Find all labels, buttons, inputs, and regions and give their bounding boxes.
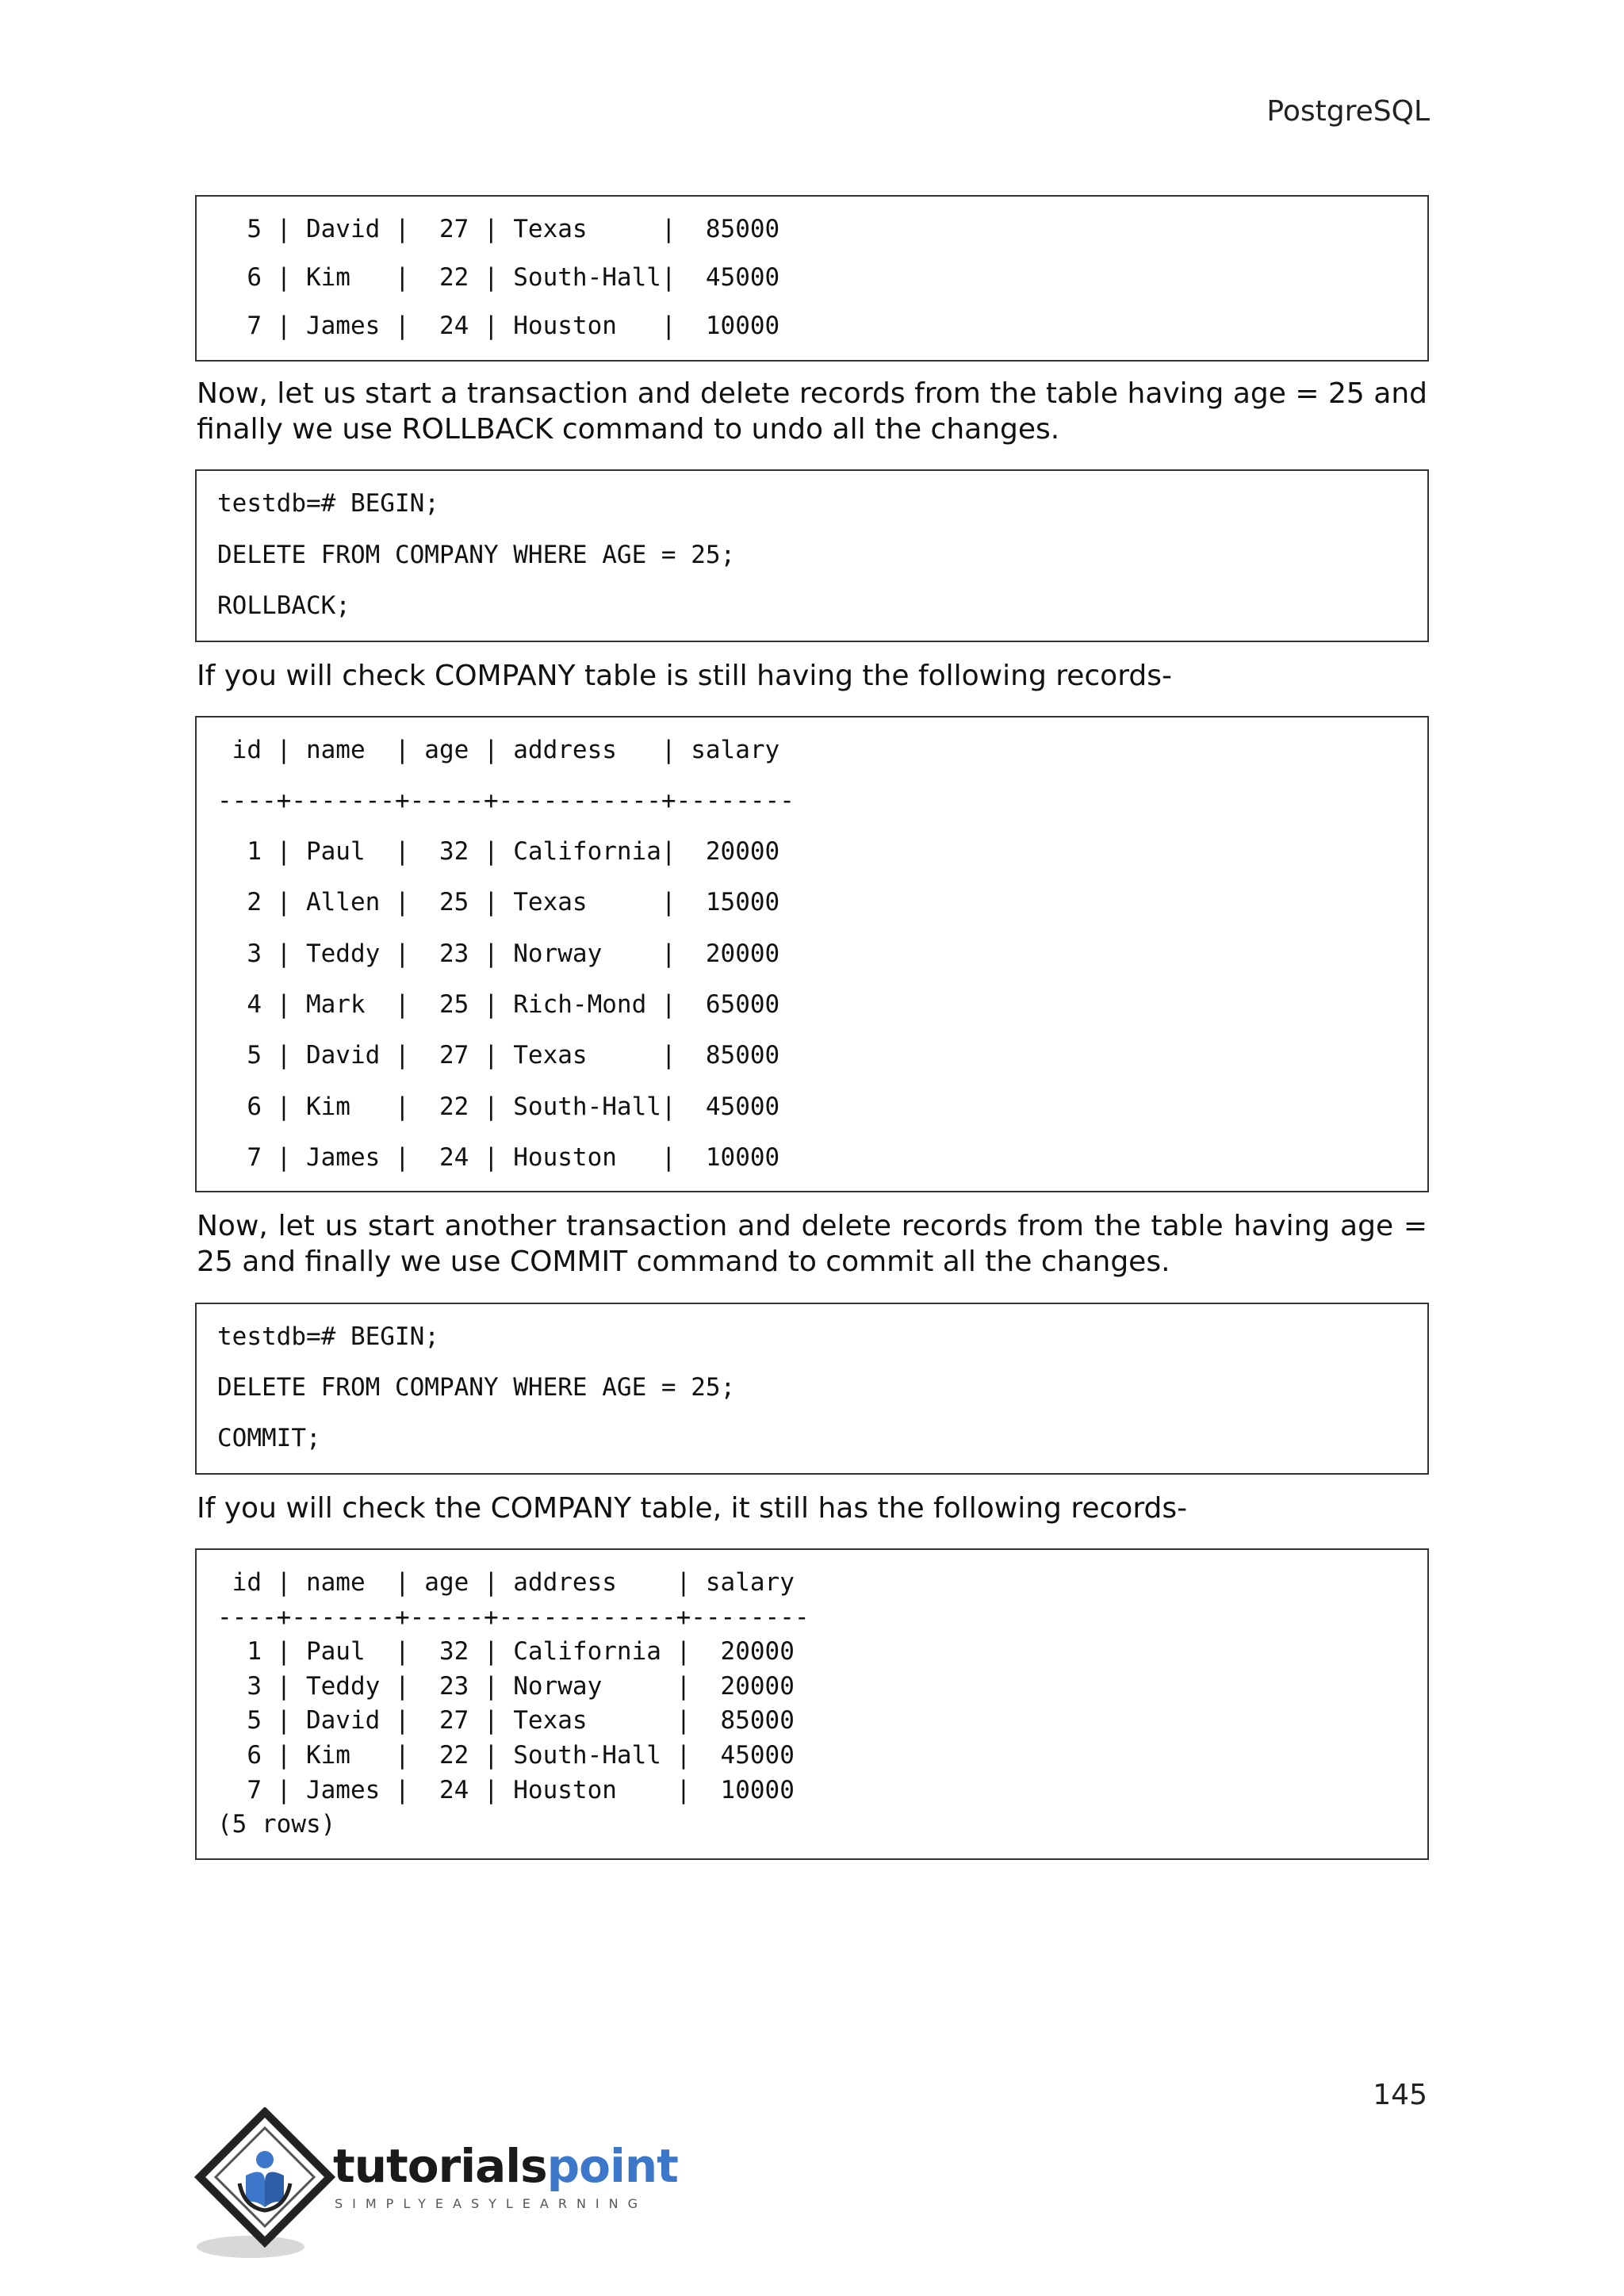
page-number: 145 (1373, 2079, 1427, 2111)
code-line: 6 | Kim | 22 | South-Hall| 45000 (217, 263, 780, 292)
table-row: 1 | Paul | 32 | California | 20000 (217, 1637, 795, 1666)
code-line: testdb=# BEGIN; (217, 1322, 439, 1351)
table-header-row: id | name | age | address | salary (217, 1568, 795, 1597)
code-block-full-table (195, 716, 1429, 1192)
code-line: ROLLBACK; (217, 591, 350, 620)
table-row: 3 | Teddy | 23 | Norway | 20000 (217, 1672, 795, 1701)
paragraph-check-after-rollback: If you will check COMPANY table is still having the following records- (197, 660, 1172, 692)
table-row: 4 | Mark | 25 | Rich-Mond | 65000 (217, 990, 780, 1019)
table-row: 6 | Kim | 22 | South-Hall | 45000 (217, 1741, 795, 1770)
code-line: COMMIT; (217, 1424, 321, 1452)
paragraph-commit-intro: Now, let us start another transaction and delete records from the table having age = 25 and finally we use COMMIT command to commit all the changes. (197, 1210, 1427, 1278)
code-block-final-table (195, 1548, 1429, 1860)
table-row: 7 | James | 24 | Houston | 10000 (217, 1143, 780, 1172)
code-line: 7 | James | 24 | Houston | 10000 (217, 312, 780, 340)
table-separator: ----+-------+-----+------------+-------- (217, 1603, 810, 1632)
table-row: 7 | James | 24 | Houston | 10000 (217, 1776, 795, 1804)
row-count: (5 rows) (217, 1810, 336, 1839)
table-separator: ----+-------+-----+-----------+-------- (217, 786, 795, 815)
tutorialspoint-logo (193, 2107, 685, 2266)
table-row: 5 | David | 27 | Texas | 85000 (217, 1706, 795, 1735)
table-header-row: id | name | age | address | salary (217, 736, 780, 764)
code-line: DELETE FROM COMPANY WHERE AGE = 25; (217, 1373, 736, 1402)
table-row: 1 | Paul | 32 | California| 20000 (217, 837, 780, 866)
logo-word-tutorials: tutorials (333, 2139, 547, 2193)
page-header-title: PostgreSQL (1266, 95, 1430, 128)
code-line: 5 | David | 27 | Texas | 85000 (217, 215, 780, 243)
logo-emblem-icon (193, 2107, 336, 2266)
table-row: 2 | Allen | 25 | Texas | 15000 (217, 888, 780, 916)
code-line: DELETE FROM COMPANY WHERE AGE = 25; (217, 541, 736, 569)
table-row: 5 | David | 27 | Texas | 85000 (217, 1041, 780, 1070)
paragraph-rollback-intro: Now, let us start a transaction and delete records from the table having age = 25 and finally we use ROLLBACK command to undo all the changes. (197, 377, 1427, 446)
logo-wordmark (333, 2139, 678, 2193)
code-block-table-tail (195, 195, 1429, 362)
code-block-commit (195, 1303, 1429, 1475)
paragraph-check-after-commit: If you will check the COMPANY table, it still has the following records- (197, 1492, 1188, 1525)
table-row: 3 | Teddy | 23 | Norway | 20000 (217, 939, 780, 968)
logo-tagline: SIMPLYEASYLEARNING (335, 2196, 648, 2211)
code-line: testdb=# BEGIN; (217, 489, 439, 518)
code-block-rollback (195, 469, 1429, 642)
table-row: 6 | Kim | 22 | South-Hall| 45000 (217, 1093, 780, 1121)
logo-word-point: point (546, 2139, 678, 2193)
